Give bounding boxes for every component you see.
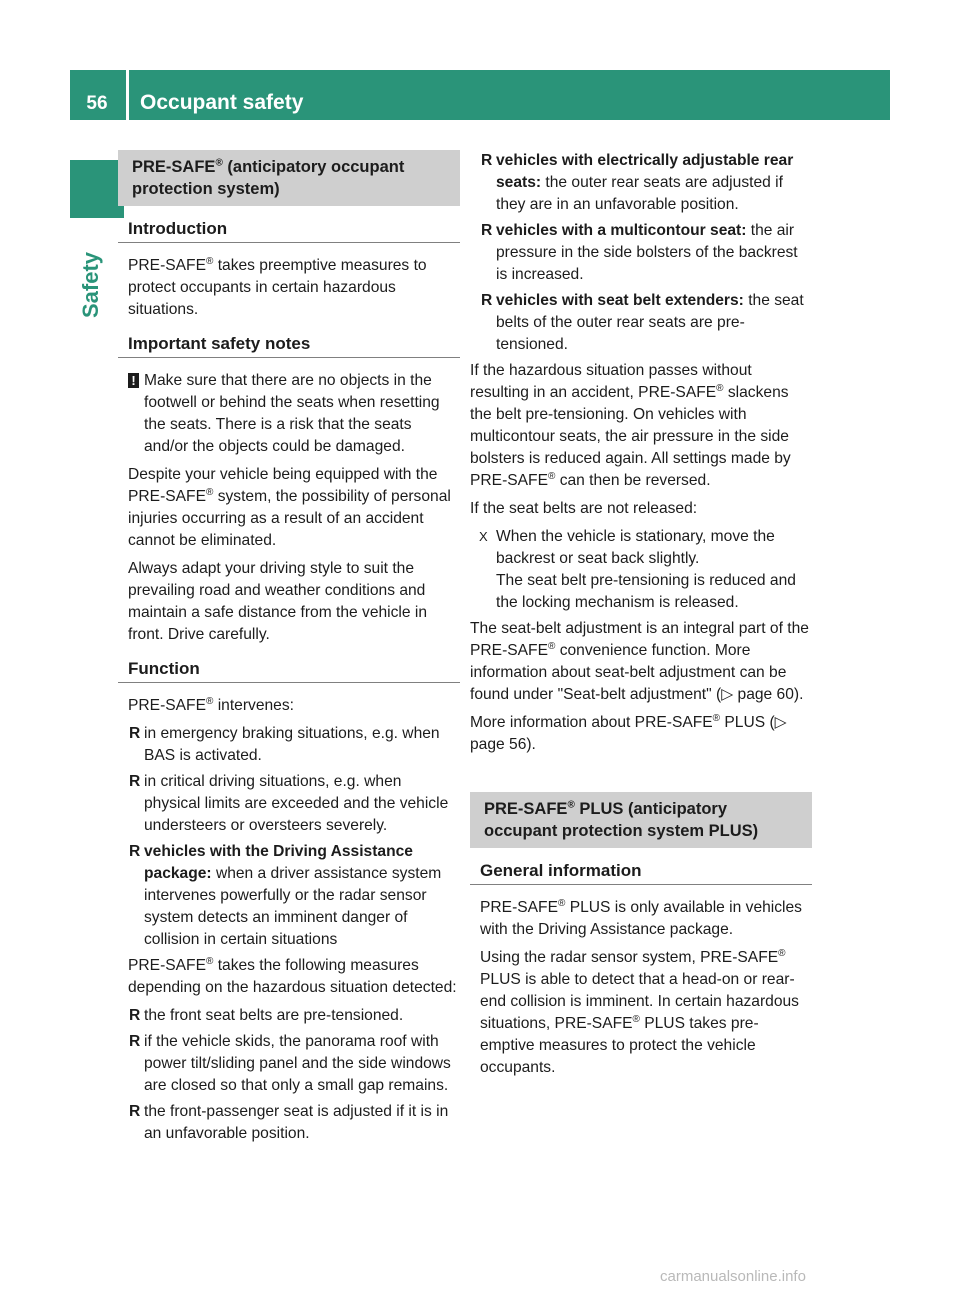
bullet-icon: R bbox=[481, 222, 493, 239]
page-ref-icon: ▷ bbox=[774, 714, 787, 731]
warning-icon: ! bbox=[128, 373, 139, 388]
side-tab-label: Safety bbox=[78, 251, 103, 318]
list-item: R the front-passenger seat is adjusted if it is in an unfavorable position. bbox=[129, 1103, 449, 1142]
instruction-step: X When the vehicle is stationary, move the backrest or seat back slightly. The seat belt pre-tensioning is reduced and the locking mechanism is released. bbox=[479, 528, 796, 611]
bullet-icon: R bbox=[481, 152, 493, 169]
step-result: The seat belt pre-tensioning is reduced and the locking mechanism is released. bbox=[496, 572, 796, 611]
paragraph: PRE-SAFE® PLUS is only available in vehicles with the Driving Assistance package. bbox=[480, 897, 802, 938]
subheading-general-information: General information bbox=[470, 860, 812, 885]
list-item: R if the vehicle skids, the panorama roof with power tilt/sliding panel and the side windows are closed so that only a small gap remains. bbox=[129, 1033, 451, 1094]
paragraph: PRE-SAFE® takes the following measures depending on the hazardous situation detected: bbox=[128, 955, 457, 996]
section-heading-pre-safe-plus: PRE-SAFE® PLUS (anticipatory occupant protection system PLUS) bbox=[470, 792, 812, 848]
bullet-icon: R bbox=[129, 1033, 141, 1050]
step-arrow-icon: X bbox=[479, 529, 488, 544]
page-number: 56 bbox=[86, 93, 108, 114]
paragraph: Despite your vehicle being equipped with the PRE-SAFE® system, the possibility of personal injuries occurring as a result of an accident cannot be eliminated. bbox=[128, 466, 451, 549]
list-item: R vehicles with seat belt extenders: the seat belts of the outer rear seats are pre-tensioned. bbox=[481, 292, 804, 353]
list-item: R vehicles with the Driving Assistance package: when a driver assistance system intervenes powerfully or the radar sensor system detects an imminent danger of collision in certain situations bbox=[129, 843, 442, 948]
subheading-function: Function bbox=[118, 658, 460, 683]
watermark: carmanualsonline.info bbox=[660, 1268, 806, 1285]
bullet-icon: R bbox=[129, 843, 141, 860]
bullet-icon: R bbox=[481, 292, 493, 309]
paragraph: More information about PRE-SAFE® PLUS (▷ page 56). bbox=[470, 712, 787, 753]
warning-note: ! Make sure that there are no objects in the footwell or behind the seats when resetting the seats. There is a risk that the seats and/or the objects could be damaged. bbox=[144, 370, 460, 458]
section-heading-pre-safe: PRE-SAFE® (anticipatory occupant protection system) bbox=[118, 150, 460, 206]
list-item: R vehicles with a multicontour seat: the air pressure in the side bolsters of the backrest is increased. bbox=[481, 222, 798, 283]
subheading-safety-notes: Important safety notes bbox=[118, 333, 460, 358]
chapter-title: Occupant safety bbox=[140, 91, 304, 114]
list-item: R in emergency braking situations, e.g. when BAS is activated. bbox=[129, 725, 440, 764]
page-ref-icon: ▷ bbox=[721, 686, 734, 703]
bullet-icon: R bbox=[129, 725, 141, 742]
page-header bbox=[70, 70, 890, 120]
paragraph: Always adapt your driving style to suit the prevailing road and weather conditions and maintain a safe distance from the vehicle in front. Drive carefully. bbox=[128, 560, 428, 643]
paragraph: If the seat belts are not released: bbox=[470, 500, 698, 517]
bullet-icon: R bbox=[129, 773, 141, 790]
bullet-icon: R bbox=[129, 1103, 141, 1120]
left-column bbox=[118, 150, 460, 1149]
header-divider bbox=[126, 70, 129, 120]
right-column bbox=[470, 150, 812, 1085]
intro-paragraph: PRE-SAFE® takes preemptive measures to protect occupants in certain hazardous situations. bbox=[128, 255, 427, 318]
paragraph: PRE-SAFE® intervenes: bbox=[128, 695, 294, 714]
list-item: R vehicles with electrically adjustable rear seats: the outer rear seats are adjusted if they are in an unfavorable position. bbox=[481, 152, 794, 213]
paragraph: Using the radar sensor system, PRE-SAFE® PLUS is able to detect that a head-on or rear-end collision is imminent. In certain hazardous situations, PRE-SAFE® PLUS takes pre-emptive measures to protect the vehicle occupants. bbox=[480, 947, 799, 1076]
list-item: R the front seat belts are pre-tensioned. bbox=[144, 1005, 460, 1027]
paragraph: If the hazardous situation passes without resulting in an accident, PRE-SAFE® slackens the belt pre-tensioning. On vehicles with multicontour seats, the air pressure in the side bolsters is reduced again. All settings made by PRE-SAFE® can then be reversed. bbox=[470, 362, 791, 489]
side-tab-block bbox=[70, 160, 124, 218]
list-item: R in critical driving situations, e.g. when physical limits are exceeded and the vehicle understeers or oversteers severely. bbox=[129, 773, 449, 834]
paragraph: The seat-belt adjustment is an integral part of the PRE-SAFE® convenience function. More information about seat-belt adjustment can be found under "Seat-belt adjustment" (▷ page 60). bbox=[470, 620, 809, 703]
subheading-introduction: Introduction bbox=[118, 218, 460, 243]
bullet-icon: R bbox=[129, 1007, 141, 1024]
